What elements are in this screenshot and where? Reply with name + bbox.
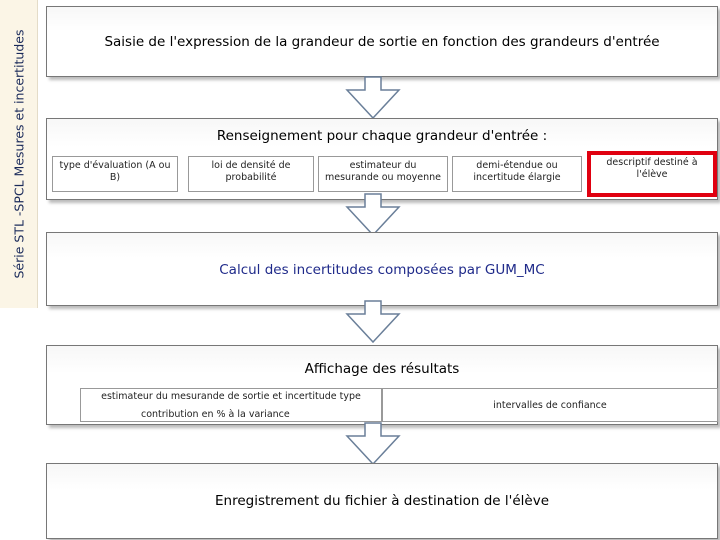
- step-2-title: Renseignement pour chaque grandeur d'entrée :: [216, 128, 548, 144]
- result-estimator-box: [80, 388, 382, 422]
- result-contribution-label: contribution en % à la variance: [141, 408, 290, 420]
- step-1-title: Saisie de l'expression de la grandeur de sortie en fonction des grandeurs d'entrée: [104, 34, 660, 50]
- result-confidence-label: intervalles de confiance: [493, 400, 607, 411]
- step-3-box: [46, 232, 718, 306]
- side-label-tab: [0, 0, 38, 308]
- input-item-evaluation-type: type d'évaluation (A ou B): [52, 156, 178, 192]
- input-item-probability-law: loi de densité de probabilité: [188, 156, 314, 192]
- side-label: Série STL -SPCL Mesures et incertitudes: [11, 29, 27, 279]
- down-arrow-icon-2: [343, 193, 403, 237]
- down-arrow-icon-1: [343, 76, 403, 120]
- step-5-title: Enregistrement du fichier à destination de l'élève: [214, 493, 550, 509]
- result-estimator-label: estimateur du mesurande de sortie et incertitude type: [101, 391, 361, 402]
- step-3-title: Calcul des incertitudes composées par GUM_MC: [219, 262, 545, 278]
- result-confidence-box: [382, 388, 718, 422]
- input-item-estimator: estimateur du mesurande ou moyenne: [318, 156, 448, 192]
- step-1-box: [46, 6, 718, 77]
- input-item-half-range: demi-étendue ou incertitude élargie: [452, 156, 582, 192]
- down-arrow-icon-4: [343, 422, 403, 466]
- down-arrow-icon-3: [343, 300, 403, 344]
- step-4-title: Affichage des résultats: [304, 361, 460, 377]
- input-item-student-description: descriptif destiné à l'élève: [587, 151, 717, 197]
- step-5-box: [46, 463, 718, 539]
